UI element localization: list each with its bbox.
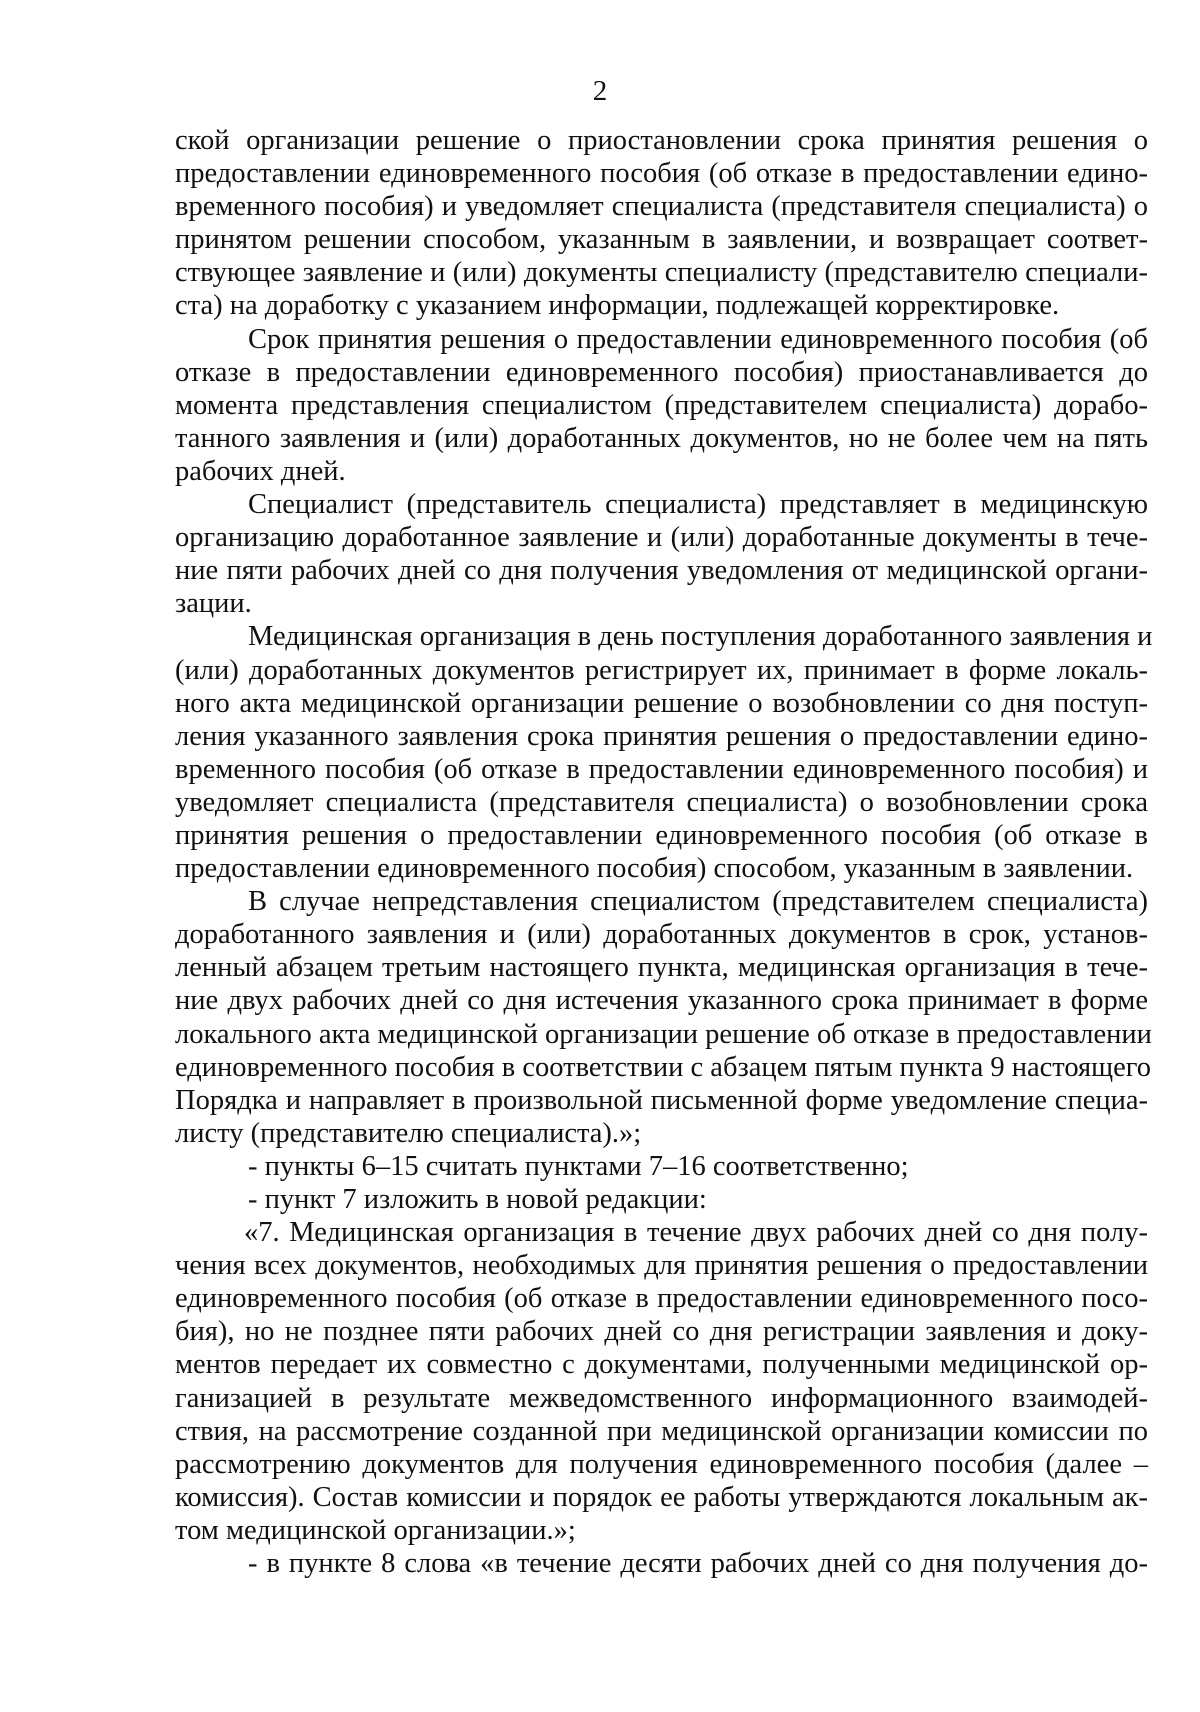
paragraph-first-line: Срок принятия решения о предоставлении единовременного пособия (об [248, 323, 1148, 355]
page-number: 2 [592, 75, 608, 107]
text-line: организацию доработанное заявление и (или) доработанные документы в тече- [175, 522, 1148, 554]
text-line: ской организации решение о приостановлении срока принятия решения о [175, 125, 1148, 156]
paragraph-first-line: «7. Медицинская организация в течение двух рабочих дней со дня полу- [244, 1217, 1148, 1249]
text-line: ганизацией в результате межведомственного информационного взаимодей- [175, 1382, 1148, 1414]
text-line: бия), но не позднее пяти рабочих дней со дня регистрации заявления и доку- [175, 1316, 1148, 1348]
text-line: ние двух рабочих дней со дня истечения указанного срока принимает в форме [175, 985, 1148, 1017]
list-item: - пункты 6–15 считать пунктами 7–16 соответственно; [248, 1150, 909, 1182]
text-line: предоставлении единовременного пособия (об отказе в предоставлении едино- [175, 158, 1148, 190]
document-body [175, 124, 1153, 1580]
text-line: том медицинской организации.»; [175, 1514, 576, 1546]
text-line: принятия решения о предоставлении единовременного пособия (об отказе в [175, 819, 1148, 851]
text-line: единовременного пособия (об отказе в предоставлении единовременного посо- [175, 1283, 1148, 1315]
paragraph-first-line: Специалист (представитель специалиста) представляет в медицинскую [248, 489, 1148, 521]
text-line: единовременного пособия в соответствии с абзацем пятым пункта 9 настоящего [175, 1051, 1151, 1083]
list-item: - в пункте 8 слова «в течение десяти рабочих дней со дня получения до- [248, 1548, 1148, 1580]
text-line: предоставлении единовременного пособия) способом, указанным в заявлении. [175, 853, 1134, 885]
text-line: уведомляет специалиста (представителя специалиста) о возобновлении срока [175, 786, 1148, 818]
text-line: чения всех документов, необходимых для принятия решения о предоставлении [175, 1250, 1148, 1282]
text-line: ствия, на рассмотрение созданной при медицинской организации комиссии по [175, 1415, 1148, 1447]
text-line: Порядка и направляет в произвольной письменной форме уведомление специа- [175, 1084, 1148, 1116]
text-line: зации. [175, 588, 252, 620]
text-line: принятом решении способом, указанным в заявлении, и возвращает соответ- [175, 224, 1148, 256]
text-line: ствующее заявление и (или) документы специалисту (представителю специали- [175, 257, 1148, 289]
paragraph-first-line: Медицинская организация в день поступления доработанного заявления и [248, 621, 1153, 653]
paragraph-first-line: В случае непредставления специалистом (представителем специалиста) [248, 886, 1148, 918]
text-line: ста) на доработку с указанием информации, подлежащей корректировке. [175, 290, 1060, 322]
text-line: доработанного заявления и (или) доработанных документов в срок, установ- [175, 919, 1148, 951]
text-line: ного акта медицинской организации решение о возобновлении со дня поступ- [175, 687, 1148, 719]
text-line: ленный абзацем третьим настоящего пункта, медицинская организация в тече- [175, 952, 1148, 984]
text-line: момента представления специалистом (представителем специалиста) дорабо- [175, 389, 1148, 421]
text-line: комиссия). Состав комиссии и порядок ее работы утверждаются локальным ак- [175, 1481, 1148, 1513]
text-line: временного пособия) и уведомляет специалиста (представителя специалиста) о [175, 191, 1148, 223]
list-item: - пункт 7 изложить в новой редакции: [248, 1184, 707, 1215]
text-line: ментов передает их совместно с документами, полученными медицинской ор- [175, 1349, 1148, 1381]
text-line: временного пособия (об отказе в предоставлении единовременного пособия) и [175, 753, 1148, 785]
text-line: отказе в предоставлении единовременного пособия) приостанавливается до [175, 356, 1148, 388]
text-line: ние пяти рабочих дней со дня получения уведомления от медицинской органи- [175, 555, 1148, 587]
text-line: локального акта медицинской организации решение об отказе в предоставлении [175, 1018, 1152, 1050]
text-line: ления указанного заявления срока принятия решения о предоставлении едино- [175, 720, 1148, 752]
text-line: листу (представителю специалиста).»; [175, 1117, 642, 1149]
text-line: рабочих дней. [175, 455, 346, 487]
text-line: рассмотрению документов для получения единовременного пособия (далее – [175, 1448, 1148, 1480]
text-line: танного заявления и (или) доработанных документов, но не более чем на пять [175, 422, 1148, 454]
text-line: (или) доработанных документов регистрирует их, принимает в форме локаль- [175, 654, 1148, 686]
